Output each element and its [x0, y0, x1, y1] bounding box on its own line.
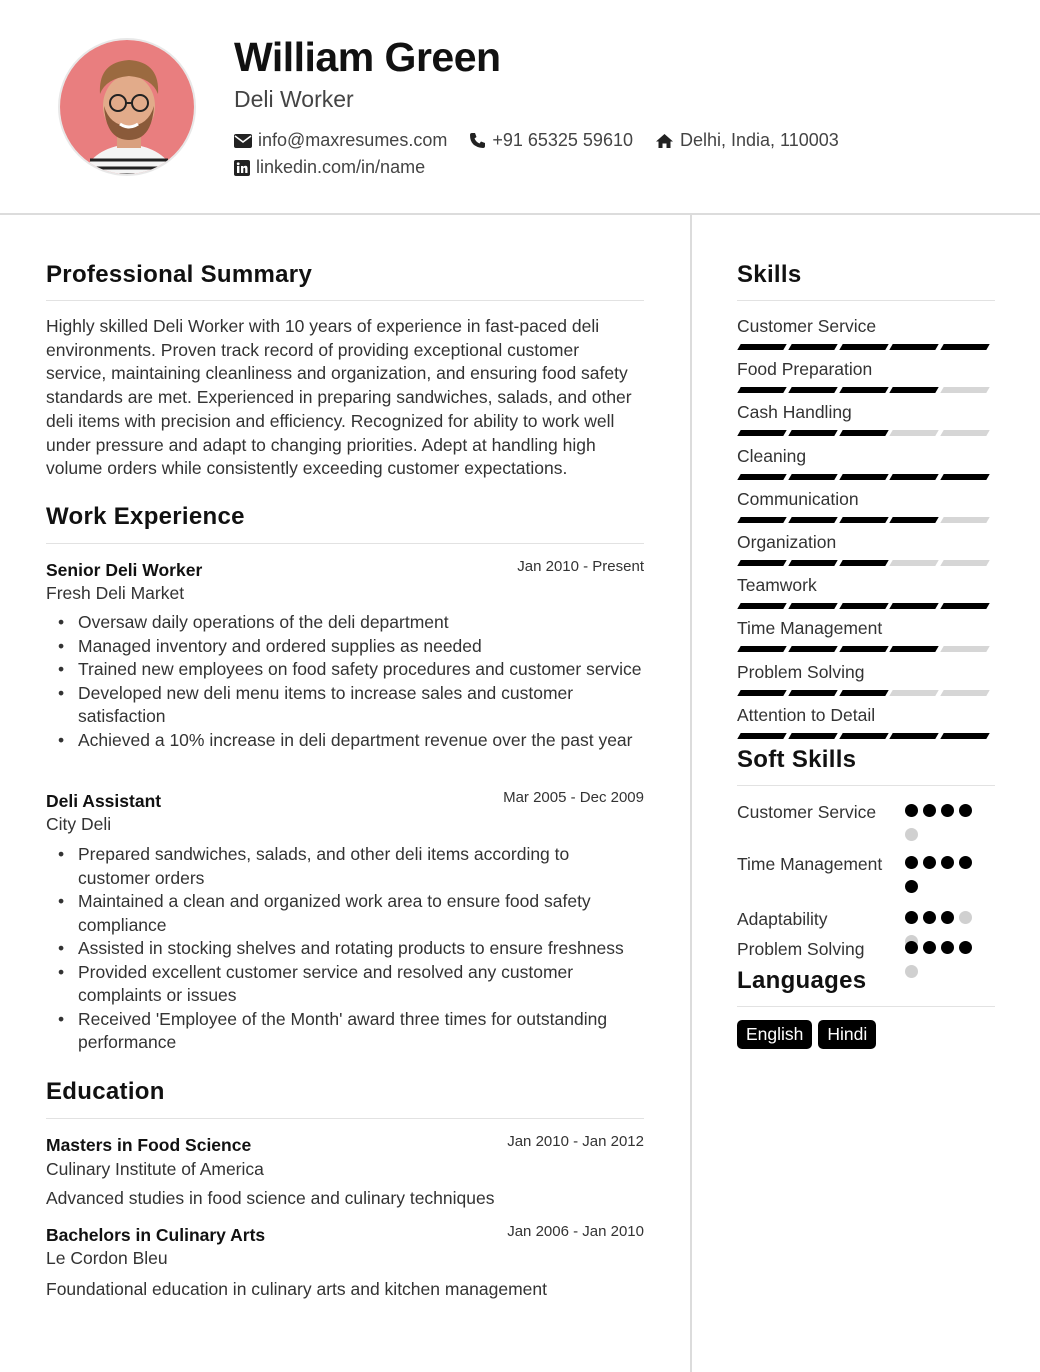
rating-dot [905, 880, 918, 893]
skill-level-segment [737, 430, 786, 436]
skill-level-segment [940, 560, 989, 566]
skill-level-segment [890, 690, 939, 696]
soft-skill-rating [905, 804, 985, 852]
skill-name: Attention to Detail [737, 704, 876, 725]
skills-heading: Skills [737, 261, 802, 288]
job-title: Deli Assistant [46, 791, 162, 811]
school-name: Le Cordon Bleu [46, 1248, 168, 1268]
skill-level-segment [940, 517, 989, 523]
rating-dot [905, 965, 918, 978]
education-date: Jan 2010 - Jan 2012 [507, 1133, 644, 1150]
list-item: • Oversaw daily operations of the deli department [46, 611, 644, 635]
phone-icon [469, 132, 486, 149]
skill-level-segment [737, 603, 786, 609]
home-icon [655, 133, 674, 149]
skill-level-segment [940, 646, 989, 652]
skill-name: Cleaning [737, 445, 807, 466]
language-tag: Hindi [818, 1020, 876, 1049]
skill-level-bar [739, 517, 993, 523]
summary-heading: Professional Summary [46, 261, 313, 288]
skill-level-segment [737, 344, 786, 350]
skill-level-segment [788, 474, 837, 480]
skill-name: Communication [737, 488, 859, 509]
skill-level-segment [737, 387, 786, 393]
job-title: Senior Deli Worker [46, 560, 203, 580]
soft-skill-name: Adaptability [737, 909, 828, 929]
section-divider [46, 1118, 644, 1119]
skill-level-segment [940, 690, 989, 696]
job-date: Mar 2005 - Dec 2009 [503, 789, 644, 806]
degree-title: Bachelors in Culinary Arts [46, 1225, 266, 1245]
contact-linkedin[interactable] [234, 157, 425, 178]
skill-level-bar [739, 344, 993, 350]
skill-name: Cash Handling [737, 402, 852, 423]
list-item: • Maintained a clean and organized work area to ensure food safety compliance [46, 890, 644, 937]
skill-level-segment [890, 474, 939, 480]
skill-level-segment [737, 646, 786, 652]
job-employer: City Deli [46, 814, 112, 834]
rating-dot [941, 804, 954, 817]
address-text: Delhi, India, 110003 [679, 130, 839, 150]
skill-level-segment [788, 733, 837, 739]
rating-dot [905, 856, 918, 869]
linkedin-text: linkedin.com/in/name [256, 157, 426, 177]
rating-dot [923, 941, 936, 954]
skill-level-segment [788, 344, 837, 350]
school-name: Culinary Institute of America [46, 1159, 264, 1179]
list-item: • Managed inventory and ordered supplies as needed [46, 635, 644, 659]
skill-level-bar [739, 690, 993, 696]
soft-skill-name: Time Management [737, 854, 883, 874]
skill-level-segment [839, 430, 888, 436]
skill-level-segment [839, 344, 888, 350]
skill-level-bar [739, 733, 993, 739]
skill-level-segment [788, 690, 837, 696]
skill-level-segment [839, 517, 888, 523]
skill-level-segment [737, 560, 786, 566]
education-description: Foundational education in culinary arts and kitchen management [46, 1279, 548, 1299]
skill-level-segment [737, 733, 786, 739]
profile-photo [58, 38, 196, 176]
contact-row [234, 157, 447, 178]
skill-level-segment [839, 646, 888, 652]
skill-level-segment [940, 733, 989, 739]
skill-level-segment [839, 733, 888, 739]
list-item: • Assisted in stocking shelves and rotating products to ensure freshness [46, 937, 644, 961]
rating-dot [941, 856, 954, 869]
candidate-title: Deli Worker [234, 86, 354, 112]
skill-level-segment [839, 560, 888, 566]
skill-level-segment [788, 560, 837, 566]
education-heading: Education [46, 1078, 165, 1105]
job-employer: Fresh Deli Market [46, 583, 185, 603]
soft-skill-rating [905, 941, 985, 989]
candidate-name: William Green [234, 34, 501, 80]
languages-heading: Languages [737, 967, 867, 994]
soft-skill-name: Problem Solving [737, 939, 865, 959]
skill-level-bar [739, 387, 993, 393]
section-divider [46, 543, 644, 544]
section-divider [737, 1006, 995, 1007]
contact-phone[interactable] [469, 130, 633, 151]
skill-level-segment [940, 344, 989, 350]
section-divider [737, 300, 995, 301]
rating-dot [959, 856, 972, 869]
rating-dot [905, 911, 918, 924]
list-item: • Provided excellent customer service and resolved any customer complaints or issues [46, 961, 644, 1008]
skill-level-segment [940, 430, 989, 436]
rating-dot [905, 941, 918, 954]
skill-level-bar [739, 474, 993, 480]
section-divider [737, 785, 995, 786]
skill-level-segment [737, 690, 786, 696]
rating-dot [959, 941, 972, 954]
skill-level-segment [839, 474, 888, 480]
list-item: • Prepared sandwiches, salads, and other deli items according to customer orders [46, 843, 644, 890]
skill-level-segment [940, 603, 989, 609]
job-date: Jan 2010 - Present [517, 558, 644, 575]
skill-level-segment [839, 690, 888, 696]
phone-text: +91 65325 59610 [492, 130, 633, 150]
section-divider [46, 300, 644, 301]
rating-dot [905, 828, 918, 841]
summary-text: Highly skilled Deli Worker with 10 years of experience in fast-paced deli environments. Proven track record of providing exceptional customer service, maintaining cleanliness and organization, and ensuring food safety standards are met. Experienced in preparing sandwiches, salads, and other deli items with precision and efficiency. Recognized for ability to work well under pressure and adapt to changing priorities. Adept at handling high volume orders while consistently exceeding customer expectations. [46, 316, 632, 479]
skill-name: Time Management [737, 618, 883, 639]
skill-name: Food Preparation [737, 359, 873, 380]
skill-level-segment [890, 733, 939, 739]
job-bullets [46, 611, 644, 752]
contact-email[interactable] [234, 130, 447, 151]
rating-dot [941, 941, 954, 954]
education-description: Advanced studies in food science and culinary techniques [46, 1188, 495, 1208]
language-tags [737, 1020, 882, 1049]
skill-name: Organization [737, 532, 837, 552]
column-divider [690, 215, 692, 1372]
skill-level-segment [788, 646, 837, 652]
skill-level-segment [737, 474, 786, 480]
rating-dot [923, 856, 936, 869]
soft-skill-name: Customer Service [737, 802, 877, 822]
experience-heading: Work Experience [46, 503, 245, 530]
contact-row [234, 130, 861, 151]
skill-level-segment [940, 387, 989, 393]
education-date: Jan 2006 - Jan 2010 [507, 1223, 644, 1240]
language-tag: English [737, 1020, 812, 1049]
skill-level-segment [890, 517, 939, 523]
skill-level-bar [739, 646, 993, 652]
soft-skills-heading: Soft Skills [737, 746, 857, 773]
skill-name: Problem Solving [737, 661, 865, 682]
list-item: • Achieved a 10% increase in deli department revenue over the past year [46, 729, 644, 753]
skill-level-segment [890, 646, 939, 652]
skill-level-segment [788, 387, 837, 393]
contact-address [655, 130, 839, 151]
rating-dot [923, 911, 936, 924]
email-text: info@maxresumes.com [258, 130, 448, 150]
skill-name: Teamwork [737, 575, 817, 596]
envelope-icon [234, 134, 252, 148]
skill-name: Customer Service [737, 316, 877, 336]
skill-level-segment [940, 474, 989, 480]
degree-title: Masters in Food Science [46, 1135, 252, 1155]
rating-dot [959, 911, 972, 924]
skill-level-segment [839, 603, 888, 609]
skill-level-segment [890, 560, 939, 566]
skill-level-bar [739, 430, 993, 436]
list-item: • Received 'Employee of the Month' award three times for outstanding performance [46, 1008, 644, 1055]
skill-level-segment [890, 344, 939, 350]
skill-level-bar [739, 560, 993, 566]
rating-dot [941, 911, 954, 924]
list-item: • Trained new employees on food safety procedures and customer service [46, 658, 644, 682]
resume-header [0, 0, 1040, 215]
skill-level-segment [890, 387, 939, 393]
linkedin-icon [234, 160, 250, 176]
skill-level-segment [788, 603, 837, 609]
job-bullets [46, 843, 644, 1055]
skill-level-bar [739, 603, 993, 609]
skill-level-segment [890, 430, 939, 436]
rating-dot [905, 804, 918, 817]
rating-dot [959, 804, 972, 817]
skill-level-segment [788, 430, 837, 436]
skill-level-segment [788, 517, 837, 523]
list-item: • Developed new deli menu items to increase sales and customer satisfaction [46, 682, 644, 729]
rating-dot [923, 804, 936, 817]
skill-level-segment [890, 603, 939, 609]
soft-skill-rating [905, 856, 985, 904]
skill-level-segment [737, 517, 786, 523]
skill-level-segment [839, 387, 888, 393]
